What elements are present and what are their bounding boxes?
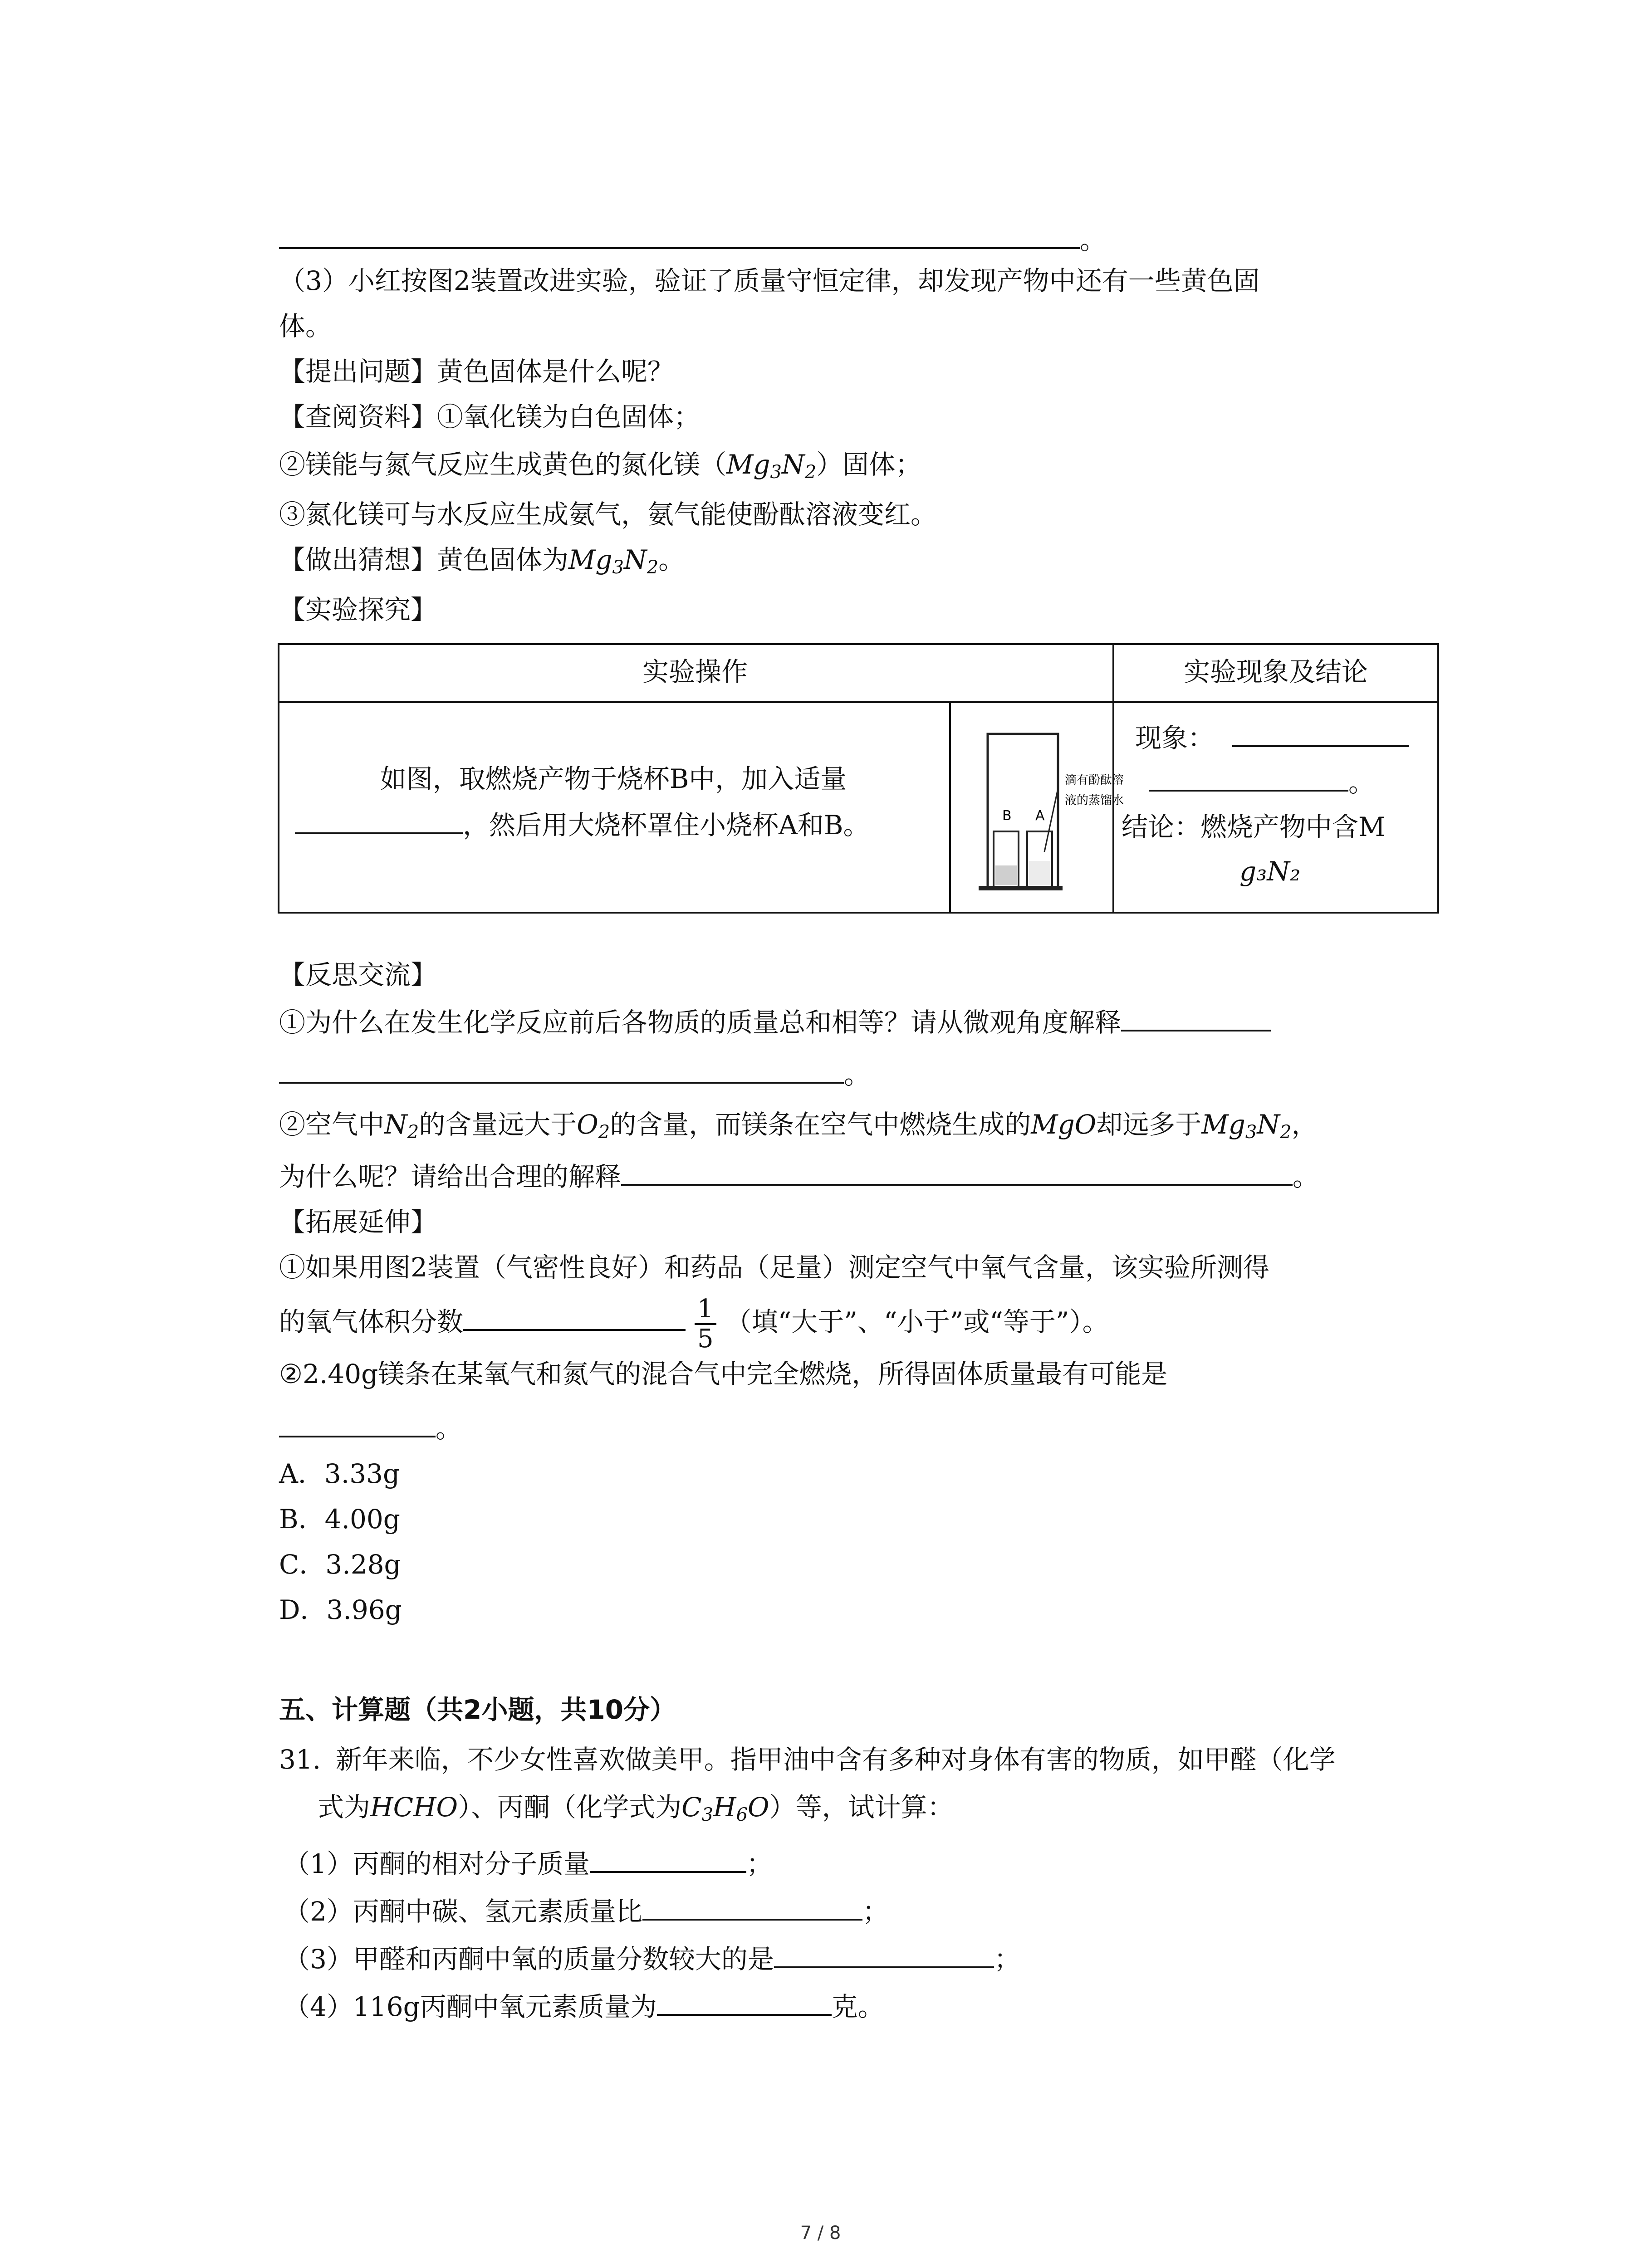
operation-line-2 — [295, 807, 870, 843]
experiment-table — [278, 643, 1439, 914]
beaker-apparatus-figure — [972, 716, 1124, 897]
option-d[interactable]: D．3.96g — [279, 1594, 402, 1625]
table-header-operation: 实验操作 — [642, 656, 748, 687]
punct: 。 — [1348, 767, 1375, 798]
page-number: 7 / 8 — [800, 2223, 841, 2244]
answer-blank[interactable] — [279, 223, 1080, 249]
formula-mg3n2: $Mg_3N_2$ — [568, 544, 659, 578]
q31-text: 新年来临，不少女性喜欢做美甲。指甲油中含有多种对身体有害的物质，如甲醛（化学 — [335, 1744, 1336, 1775]
q30-3-line2: 体。 — [279, 311, 332, 342]
q31-3-text: （3）甲醛和丙酮中氧的质量分数较大的是 — [284, 1944, 774, 1975]
reflect-2-text-a: ②空气中 — [279, 1109, 385, 1140]
punct: ； — [862, 1896, 889, 1927]
extend-1-hint: （填“大于”、“小于”或“等于”）。 — [725, 1306, 1109, 1338]
formula-mgo: MgO — [1031, 1109, 1097, 1140]
extend-label: 【拓展延伸】 — [279, 1207, 437, 1237]
q31-2-line — [284, 1894, 889, 1929]
option-c[interactable]: C．3.28g — [279, 1549, 401, 1580]
conclusion-line-1: 结论：燃烧产物中含M — [1122, 811, 1386, 842]
phenomenon-line — [1135, 720, 1409, 756]
q31-line2 — [318, 1789, 954, 1833]
info-line — [279, 399, 700, 435]
q31-1-blank[interactable] — [590, 1847, 746, 1873]
formula-o2: $O_2$ — [577, 1109, 610, 1143]
punct: 。 — [1293, 1161, 1319, 1192]
section-title: 五、计算题（共2小题，共10分） — [279, 1694, 676, 1725]
reagent-blank[interactable] — [295, 808, 463, 834]
question-line — [279, 354, 674, 389]
info-2-text: ②镁能与氮气反应生成黄色的氮化镁（ — [279, 449, 727, 480]
q31-4-text: （4）116g丙酮中氧元素质量为 — [284, 1991, 657, 2022]
extend-2-line2 — [279, 1411, 462, 1446]
label-b: B — [1002, 808, 1012, 824]
explore-label: 【实验探究】 — [279, 594, 437, 625]
question-label: 【提出问题】 — [279, 356, 437, 387]
guess-text: 黄色固体为 — [437, 544, 569, 575]
punct: 。 — [1080, 225, 1107, 255]
q31-2-text: （2）丙酮中碳、氢元素质量比 — [284, 1896, 642, 1927]
guess-label: 【做出猜想】 — [279, 544, 437, 575]
extend-2-line: ②2.40g镁条在某氧气和氮气的混合气中完全燃烧，所得固体质量最有可能是 — [279, 1359, 1168, 1389]
question-number: 31. — [279, 1744, 321, 1775]
q31-text-b3: ）等，试计算： — [769, 1792, 954, 1823]
operation-line-1: 如图，取燃烧产物于烧杯B中，加入适量 — [380, 763, 847, 794]
q31-3-line — [284, 1941, 1020, 1977]
punct: 。 — [658, 544, 685, 575]
reflect-2-text-d: 却远多于 — [1096, 1109, 1202, 1140]
fraction-one-fifth: $\frac{1}{5}$ — [695, 1295, 716, 1353]
phenomenon-blank-2[interactable] — [1149, 765, 1348, 792]
table-header-result: 实验现象及结论 — [1183, 656, 1368, 687]
phenomenon-label: 现象： — [1135, 723, 1215, 753]
q31-1-text: （1）丙酮的相对分子质量 — [284, 1848, 590, 1879]
reflect-2-line — [279, 1107, 1318, 1150]
punct: ； — [746, 1848, 773, 1879]
formula-mg3n2: $Mg_3N_2$ — [726, 449, 817, 483]
extend-1-text: 的氧气体积分数 — [279, 1306, 464, 1338]
reflect-1-line — [279, 1005, 1271, 1040]
side-label-2: 液的蒸馏水 — [1065, 794, 1124, 807]
option-a[interactable]: A．3.33g — [279, 1458, 400, 1489]
operation-line-2-text: ，然后用大烧杯罩住小烧杯A和B。 — [463, 810, 870, 841]
info-2-end: ）固体； — [816, 449, 922, 480]
info-label: 【查阅资料】 — [279, 401, 437, 432]
beaker-b-solid — [995, 865, 1017, 885]
q31-4-line — [284, 1989, 884, 2024]
side-label-1: 滴有酚酞溶 — [1065, 773, 1124, 787]
reflect-1-blank-2[interactable] — [279, 1057, 844, 1084]
q31-text-b2: ）、丙酮（化学式为 — [458, 1792, 682, 1823]
q31-text-b1: 式为 — [318, 1792, 371, 1823]
guess-line — [279, 542, 685, 585]
reflect-2-blank[interactable] — [621, 1159, 1293, 1186]
reflect-label: 【反思交流】 — [279, 959, 437, 990]
reflect-1-text: ①为什么在发生化学反应前后各物质的质量总和相等？请从微观角度解释 — [279, 1007, 1122, 1038]
punct: ； — [994, 1944, 1020, 1975]
q30-3-line1: （3）小红按图2装置改进实验，验证了质量守恒定律，却发现产物中还有一些黄色固 — [279, 265, 1260, 296]
reflect-1-blank[interactable] — [1121, 1005, 1271, 1031]
punct: ， — [1291, 1109, 1318, 1140]
reflect-2-text-f: 为什么呢？请给出合理的解释 — [279, 1161, 622, 1192]
extend-1-line: ①如果用图2装置（气密性良好）和药品（足量）测定空气中氧气含量，该实验所测得 — [279, 1252, 1269, 1283]
question-text: 黄色固体是什么呢？ — [437, 356, 674, 387]
punct: 。 — [844, 1059, 871, 1090]
beaker-a-liquid — [1029, 861, 1050, 885]
reflect-2-text-c: 的含量，而镁条在空气中燃烧生成的 — [610, 1109, 1031, 1140]
phenomenon-blank-line — [1149, 765, 1375, 800]
q31-3-blank[interactable] — [774, 1942, 994, 1968]
q31-1-line — [284, 1846, 773, 1882]
punct: 。 — [436, 1413, 462, 1444]
extend-1-line2 — [279, 1295, 1109, 1353]
formula-c3h6o: $C_3H_6O$ — [681, 1792, 769, 1825]
q31-4-end: 克。 — [831, 1991, 884, 2022]
option-b[interactable]: B．4.00g — [279, 1504, 400, 1535]
q31-line1 — [279, 1742, 1336, 1777]
conclusion-line-2: g₃N₂ — [1239, 856, 1301, 887]
formula-mg3n2: $Mg_3N_2$ — [1201, 1109, 1292, 1143]
q31-2-blank[interactable] — [642, 1894, 862, 1921]
reflect-2-line2 — [279, 1159, 1319, 1194]
extend-1-blank[interactable] — [463, 1305, 686, 1331]
label-a: A — [1035, 808, 1045, 824]
phenomenon-blank[interactable] — [1232, 721, 1409, 747]
info-3-line: ③氮化镁可与水反应生成氨气，氨气能使酚酞溶液变红。 — [279, 499, 937, 530]
extend-2-blank[interactable] — [279, 1411, 436, 1437]
formula-n2: $N_2$ — [384, 1109, 419, 1143]
formula-hcho: HCHO — [370, 1792, 458, 1823]
reflect-2-text-b: 的含量远大于 — [419, 1109, 577, 1140]
reflect-1-line2 — [279, 1057, 870, 1092]
info-1: ①氧化镁为白色固体； — [437, 401, 700, 432]
info-2-line — [279, 447, 921, 490]
answer-line-prev — [279, 222, 1106, 258]
q31-4-blank[interactable] — [657, 1989, 832, 2016]
